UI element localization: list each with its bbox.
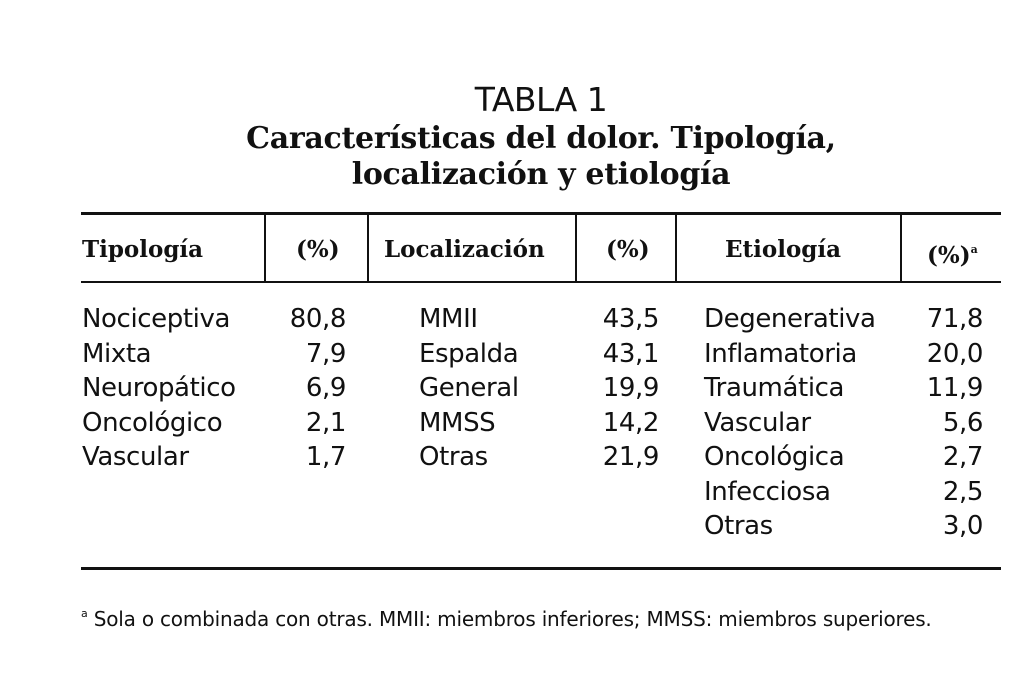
header-tipologia: Tipología [82, 236, 204, 263]
etiologia-name: Degenerativa [704, 304, 876, 334]
column-divider [264, 214, 266, 281]
etiologia-pct: 2,7 [942, 442, 983, 472]
localizacion-names-column [419, 302, 519, 475]
column-divider [900, 214, 902, 281]
localizacion-name: General [419, 373, 519, 403]
etiologia-name: Otras [704, 511, 773, 541]
localizacion-pct: 21,9 [602, 442, 659, 472]
column-divider [675, 214, 677, 281]
header-localizacion: Localización [384, 236, 545, 263]
tipologia-name: Vascular [82, 442, 189, 472]
table-top-rule [81, 212, 1001, 215]
etiologia-pct: 20,0 [926, 338, 983, 369]
table-title-line-1: Características del dolor. Tipología, [246, 121, 836, 156]
tipologia-pct-column [268, 302, 346, 475]
tipologia-name: Neuropático [82, 373, 236, 403]
etiologia-name: Infecciosa [704, 476, 831, 507]
tipologia-pct: 6,9 [305, 373, 346, 403]
tipologia-names-column [82, 302, 236, 475]
localizacion-pct-column [580, 302, 659, 475]
localizacion-name: MMSS [419, 407, 496, 438]
table-title-line-2: localización y etiología [351, 157, 731, 192]
etiologia-pct: 11,9 [926, 373, 983, 403]
footnote-mark: a [81, 607, 88, 620]
tipologia-name: Nociceptiva [82, 304, 231, 334]
etiologia-pct-column [905, 302, 983, 544]
tipologia-pct: 80,8 [289, 304, 346, 334]
localizacion-name: Otras [419, 442, 488, 472]
etiologia-pct: 3,0 [942, 511, 983, 541]
header-localizacion-pct: (%) [606, 236, 650, 263]
etiologia-name: Inflamatoria [704, 338, 857, 369]
header-etiologia-pct [927, 236, 978, 270]
localizacion-pct: 19,9 [602, 373, 659, 403]
tipologia-name: Mixta [82, 338, 152, 369]
etiologia-pct: 5,6 [942, 407, 983, 438]
header-etiologia-pct-label: (%) [927, 242, 971, 269]
etiologia-pct: 71,8 [926, 304, 983, 334]
tipologia-pct: 2,1 [305, 407, 346, 438]
localizacion-pct: 14,2 [602, 407, 659, 438]
localizacion-pct: 43,1 [602, 338, 659, 369]
column-divider [367, 214, 369, 281]
header-tipologia-pct: (%) [296, 236, 340, 263]
tipologia-pct: 7,9 [305, 338, 346, 369]
table-bottom-rule [81, 567, 1001, 570]
localizacion-name: MMII [419, 304, 478, 334]
etiologia-names-column [704, 302, 876, 544]
table-title [0, 121, 1018, 193]
tipologia-pct: 1,7 [305, 442, 346, 472]
table-footnote [81, 598, 1006, 635]
localizacion-pct: 43,5 [602, 304, 659, 334]
table-header-rule [81, 281, 1001, 283]
footnote-text: Sola o combinada con otras. MMII: miembros inferiores; MMSS: miembros superiores. [93, 607, 932, 631]
tipologia-name: Oncológico [82, 407, 223, 438]
header-etiologia-pct-mark: a [970, 243, 978, 256]
etiologia-name: Vascular [704, 407, 811, 438]
column-divider [575, 214, 577, 281]
localizacion-name: Espalda [419, 338, 519, 369]
etiologia-name: Oncológica [704, 442, 845, 472]
etiologia-name: Traumática [704, 373, 845, 403]
header-etiologia: Etiología [725, 236, 842, 263]
etiologia-pct: 2,5 [942, 476, 983, 507]
table-label: TABLA 1 [474, 80, 608, 119]
